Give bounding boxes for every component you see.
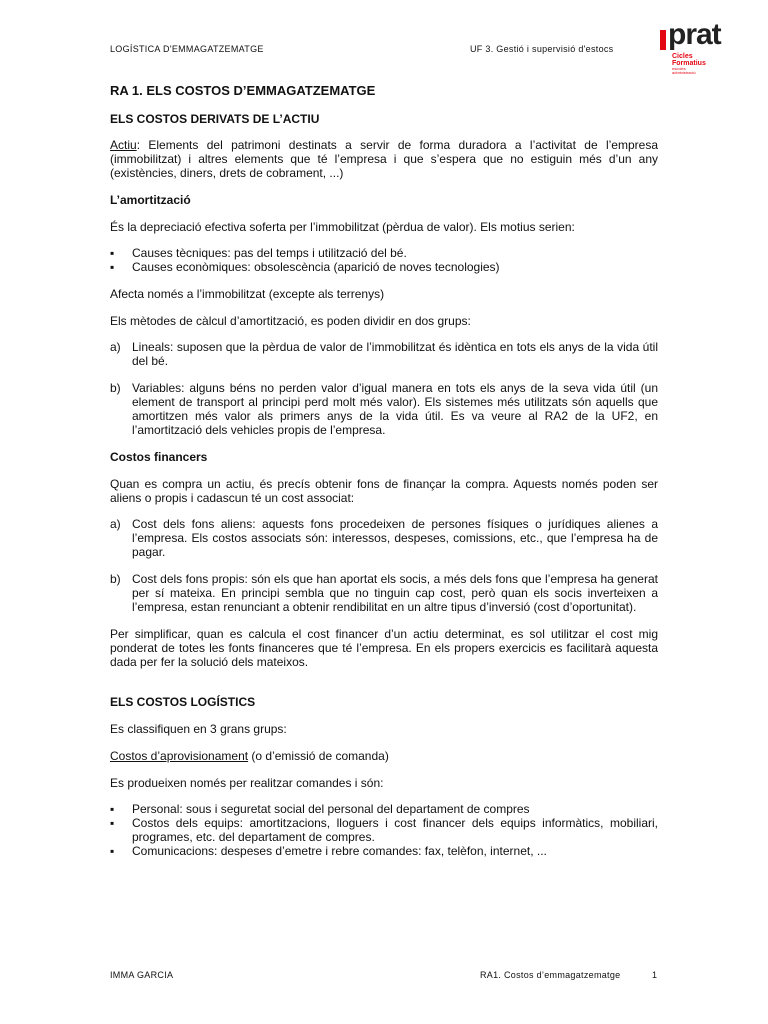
logo-red-bar — [660, 30, 666, 50]
section-heading-logistics: ELS COSTOS LOGÍSTICS — [110, 695, 256, 709]
footer-author: IMMA GARCIA — [110, 970, 174, 980]
footer-section: RA1. Costos d’emmagatzematge — [480, 970, 621, 980]
amortitzacio-intro: És la depreciació efectiva soferta per l’immobilitzat (pèrdua de valor). Els motius serien: — [110, 220, 575, 234]
list-item: ▪ Comunicacions: despeses d’emetre i rebre comandes: fax, telèfon, internet, ... — [110, 844, 658, 858]
header-left-title: LOGÍSTICA D'EMMAGATZEMATGE — [110, 44, 264, 54]
list-item: ▪ Personal: sous i seguretat social del personal del departament de compres — [110, 802, 658, 816]
heading-amortitzacio: L’amortització — [110, 193, 191, 207]
aprovisionament-term: Costos d’aprovisionament — [110, 749, 249, 763]
aprovisionament-aside: (o d’emissió de comanda) — [248, 749, 389, 763]
list-marker: b) — [110, 381, 121, 395]
list-item: ▪ Costos dels equips: amortitzacions, lloguers i cost financer dels equips informàtics, mobiliari, programes, etc. del departament de compres. — [110, 816, 658, 844]
amortitzacio-methods: Els mètodes de càlcul d’amortització, es poden dividir en dos grups: — [110, 314, 471, 328]
financers-summary: Per simplificar, quan es calcula el cost financer d’un actiu determinat, es sol utilitzar el cost mig ponderat de totes les fonts financeres que té l’empresa. En els propers exercicis es facilitarà aquesta dada per fer la solució dels mateixos. — [110, 627, 658, 669]
header-unit-title: UF 3. Gestió i supervisió d'estocs — [470, 44, 614, 54]
amortitzacio-scope: Afecta només a l’immobilitzat (excepte als terrenys) — [110, 287, 385, 301]
method-variables-text: Variables: alguns béns no perden valor d’igual manera en tots els anys de la seva vida útil (un element de transport al principi perd molt més valor). Els sistemes més utilitzats són aquells que amortitzen més valor als primers anys de la vida útil. Es va veure al RA2 de la UF2, en l’amortització dels vehicles propis de l’empresa. — [132, 381, 658, 437]
logo-line2: Formatius — [672, 60, 706, 67]
section-heading-actiu: ELS COSTOS DERIVATS DE L’ACTIU — [110, 112, 320, 126]
list-marker: b) — [110, 572, 121, 586]
page-number: 1 — [652, 970, 658, 980]
actiu-paragraph — [110, 138, 658, 180]
heading-costos-financers: Costos financers — [110, 450, 208, 464]
actiu-term: Actiu — [110, 138, 137, 152]
logo-line3: escoles — [672, 66, 686, 71]
logo-word: prat — [668, 18, 721, 51]
financers-intro: Quan es compra un actiu, és precís obtenir fons de finançar la compra. Aquests només poden ser aliens o propis i cadascun té un cost associat: — [110, 477, 658, 505]
fons-propis-text: Cost dels fons propis: són els que han aportat els socis, a més dels fons que l’empresa ha generat per sí mateixa. En principi sembla que no tinguin cap cost, però quan els socis inverteixen a l’empresa, estan renunciant a obtenir rendibilitat en un altre tipus d’inversió (cost d’oportunitat). — [132, 572, 658, 614]
aprovisionament-heading — [110, 749, 658, 763]
method-lineals-text: Lineals: suposen que la pèrdua de valor de l’immobilitzat és idèntica en tots els anys de la vida útil del bé. — [132, 340, 658, 368]
actiu-definition: : Elements del patrimoni destinats a servir de forma duradora a l’activitat de l’empresa (immobilitzat) i altres elements que té l’empresa i que s’espera que no estiguin més d’un any (existències, diners, drets de cobrament, ...) — [110, 138, 658, 180]
list-item: ▪ Causes tècniques: pas del temps i utilització del bé. — [110, 246, 658, 260]
list-marker: a) — [110, 517, 121, 531]
page-title: RA 1. ELS COSTOS D’EMMAGATZEMATGE — [110, 83, 376, 98]
fons-aliens — [110, 517, 658, 559]
document-body — [110, 84, 658, 858]
aprovisionament-list — [110, 802, 658, 858]
fons-propis — [110, 572, 658, 614]
prat-logo — [660, 18, 740, 78]
logistics-intro: Es classifiquen en 3 grans grups: — [110, 722, 287, 736]
amortitzacio-causes-list — [110, 246, 658, 274]
method-lineals — [110, 340, 658, 368]
logo-line1: Cicles — [672, 53, 693, 60]
list-marker: a) — [110, 340, 121, 354]
aprovisionament-intro: Es produeixen només per realitzar comandes i són: — [110, 776, 384, 790]
method-variables — [110, 381, 658, 437]
logo-line4: administració — [672, 70, 696, 75]
list-item: ▪ Causes econòmiques: obsolescència (aparició de noves tecnologies) — [110, 260, 658, 274]
fons-aliens-text: Cost dels fons aliens: aquests fons procedeixen de persones físiques o jurídiques alienes a l’empresa. Els costos associats són: interessos, despeses, comissions, etc., que l’empresa ha de pagar. — [132, 517, 658, 559]
